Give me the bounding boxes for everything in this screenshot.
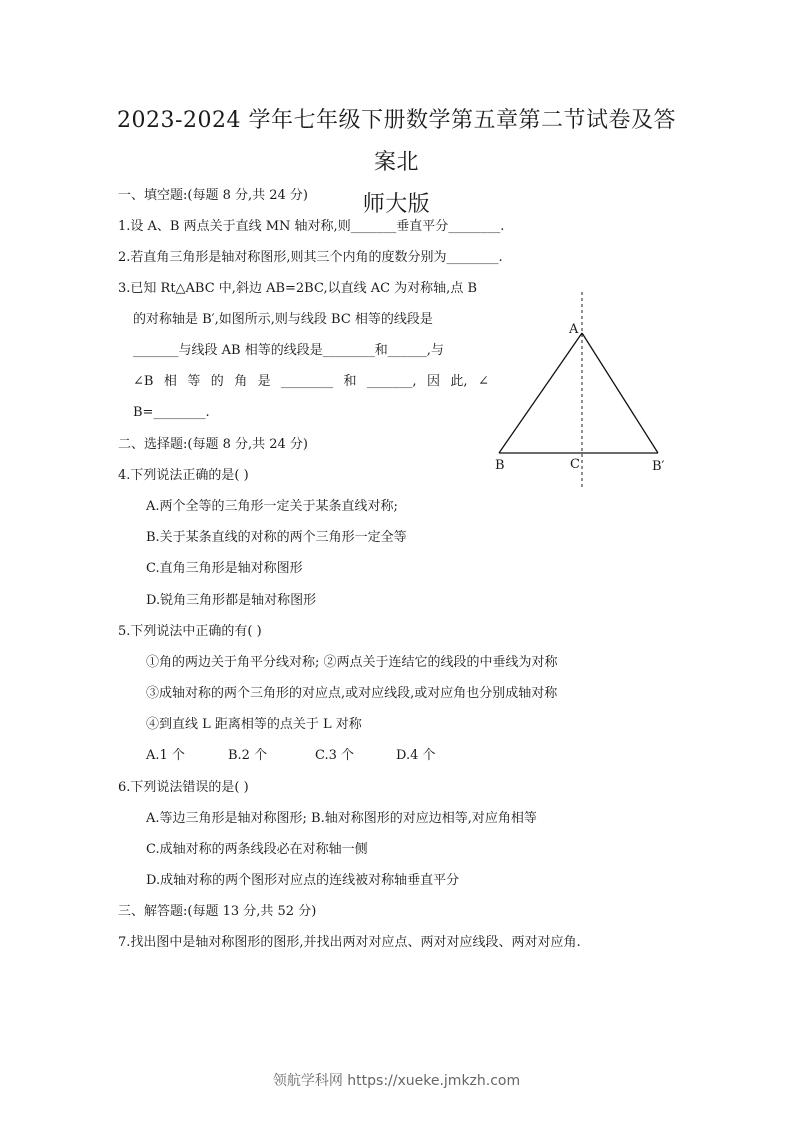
q6-option-a-b: A.等边三角形是轴对称图形; B.轴对称图形的对应边相等,对应角相等 (146, 811, 537, 826)
title-line-2: 师大版 (362, 192, 431, 217)
question-3-line-2: 的对称轴是 B′,如图所示,则与线段 BC 相等的线段是 (133, 312, 433, 327)
question-3-line-4 (133, 373, 489, 391)
q5-option-d: D.4 个 (396, 748, 436, 763)
question-7: 7.找出图中是轴对称图形的图形,并找出两对对应点、两对对应线段、两对对应角. (118, 935, 581, 950)
segment-ab (499, 333, 582, 453)
section-heading-choice: 二、选择题:(每题 8 分,共 24 分) (118, 437, 308, 452)
label-c: C (570, 457, 580, 472)
label-b: B (495, 458, 505, 473)
title-line-1: 2023-2024 学年七年级下册数学第五章第二节试卷及答案北 (117, 108, 676, 175)
triangle-diagram (488, 290, 673, 490)
q3-word: 的 (210, 374, 224, 389)
q5-option-b: B.2 个 (228, 748, 268, 763)
question-2: 2.若直角三角形是轴对称图形,则其三个内角的度数分别为________. (118, 250, 503, 265)
q3-word: ∠ (477, 374, 489, 389)
section-heading-fill-blank: 一、填空题:(每题 8 分,共 24 分) (118, 188, 308, 203)
q3-word: ∠B (133, 374, 154, 389)
footer-watermark: 领航学科网 https://xueke.jmkzh.com (272, 1073, 521, 1089)
question-1: 1.设 A、B 两点关于直线 MN 轴对称,则_______垂直平分________. (118, 219, 505, 234)
question-6: 6.下列说法错误的是( ) (118, 780, 249, 795)
q3-word: ________ (281, 374, 334, 389)
segment-ab-prime (582, 333, 658, 453)
q3-word: _______, (366, 374, 417, 389)
question-3-line-1: 3.已知 Rt△ABC 中,斜边 AB=2BC,以直线 AC 为对称轴,点 B (118, 281, 478, 296)
document-title (110, 100, 683, 226)
q4-option-b: B.关于某条直线的对称的两个三角形一定全等 (146, 530, 407, 545)
section-heading-solve: 三、解答题:(每题 13 分,共 52 分) (118, 904, 317, 919)
question-3-line-3: _______与线段 AB 相等的线段是________和______,与 (133, 343, 444, 358)
question-5: 5.下列说法中正确的有( ) (118, 624, 262, 639)
q3-word: 角 (234, 374, 248, 389)
q3-word: 和 (343, 374, 357, 389)
q5-statement-1-2: ①角的两边关于角平分线对称; ②两点关于连结它的线段的中垂线为对称 (146, 655, 558, 670)
question-3-line-5: B=________. (133, 405, 210, 420)
q4-option-c: C.直角三角形是轴对称图形 (146, 561, 303, 576)
q4-option-a: A.两个全等的三角形一定关于某条直线对称; (146, 499, 398, 514)
label-a: A (569, 322, 579, 337)
q3-word: 此, (450, 374, 468, 389)
q5-statement-4: ④到直线 L 距离相等的点关于 L 对称 (146, 717, 362, 732)
q3-word: 等 (187, 374, 201, 389)
q5-statement-3: ③成轴对称的两个三角形的对应点,或对应线段,或对应角也分别成轴对称 (146, 686, 558, 701)
q3-word: 因 (426, 374, 440, 389)
q6-option-d: D.成轴对称的两个图形对应点的连线被对称轴垂直平分 (146, 873, 460, 888)
q5-option-c: C.3 个 (315, 748, 355, 763)
q3-word: 是 (257, 374, 271, 389)
question-4: 4.下列说法正确的是( ) (118, 468, 249, 483)
q5-option-a: A.1 个 (146, 748, 185, 763)
label-b-prime: B′ (652, 459, 665, 474)
q4-option-d: D.锐角三角形都是轴对称图形 (146, 593, 317, 608)
q6-option-c: C.成轴对称的两条线段必在对称轴一侧 (146, 842, 368, 857)
q3-word: 相 (163, 374, 177, 389)
